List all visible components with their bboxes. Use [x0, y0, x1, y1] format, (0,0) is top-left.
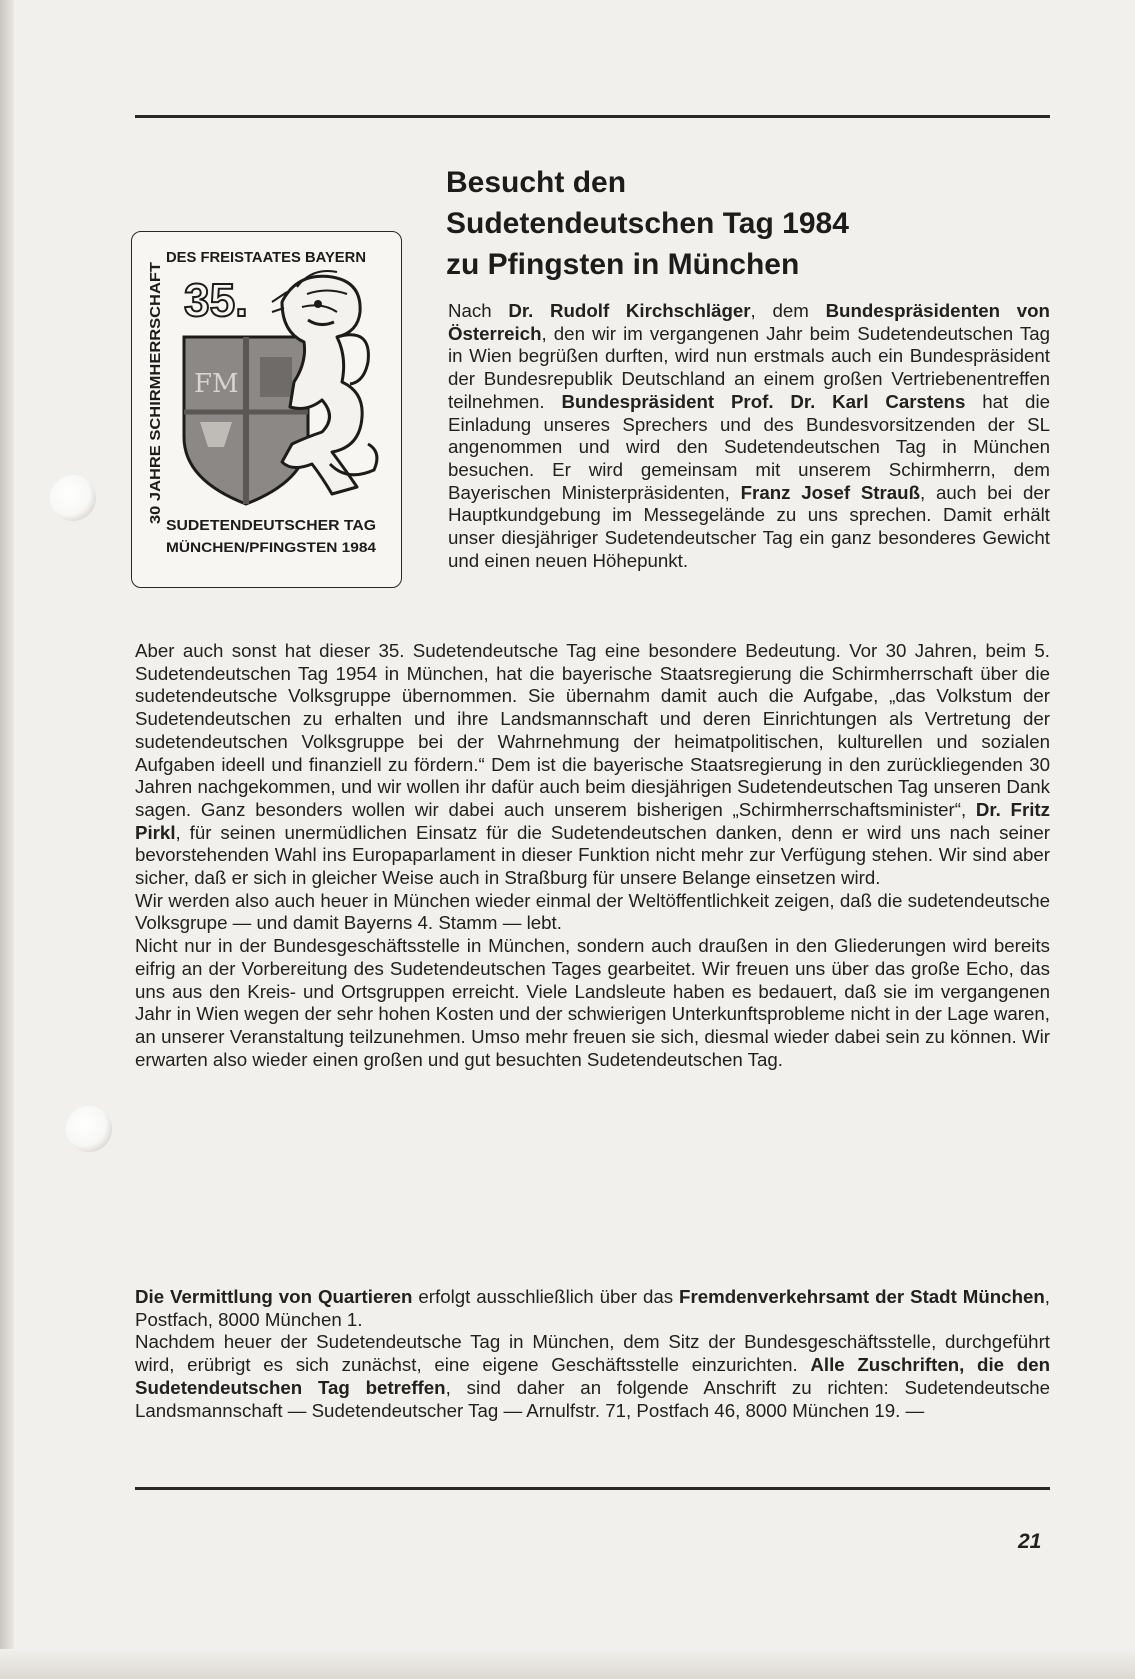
emblem-top-text: DES FREISTAATES BAYERN	[166, 249, 366, 266]
page-edge	[0, 0, 14, 1679]
title-line-3: zu Pfingsten in München	[446, 248, 800, 281]
punch-hole-bottom	[66, 1106, 112, 1152]
coat-of-arms-icon	[184, 337, 308, 504]
title-line-2: Sudetendeutschen Tag 1984	[446, 207, 849, 240]
page-number: 21	[1018, 1530, 1042, 1553]
event-emblem	[131, 231, 402, 588]
correspondence-paragraph: Nachdem heuer der Sudetendeutsche Tag in München, dem Sitz der Bundesgeschäftsstelle, durchgeführt wird, erübrigt es sich zunächst, eine eigene Geschäftsstelle einzurichten. Alle Zuschriften, die den Sudetendeutschen Tag betreffen, sind daher an folgende Anschrift zu richten: Sudetendeutsche Landsmannschaft — Sudetendeutscher Tag — Arnulfstr. 71, Postfach 46, 8000 München 19. —	[135, 1331, 1050, 1421]
punch-hole-top	[50, 475, 96, 521]
bottom-rule	[135, 1487, 1050, 1490]
title-austrian-president: Bundespräsidenten von Österreich	[448, 300, 1050, 344]
name-carstens: Bundespräsident Prof. Dr. Karl Carstens	[561, 390, 966, 412]
emblem-bottom-line-1: SUDETENDEUTSCHER TAG	[166, 517, 376, 534]
page-bottom-shadow	[0, 1649, 1135, 1679]
emblem-number: 35.	[184, 274, 248, 326]
body-paragraph-3: Nicht nur in der Bundesgeschäftsstelle in München, sondern auch draußen in den Gliederungen wird bereits eifrig an der Vorbereitung des Sudetendeutschen Tages gearbeitet. Wir freuen uns über das große Echo, das uns aus den Kreis- und Ortsgruppen erreicht. Viele Landsleute haben es bedauert, daß sie im vergangenen Jahr in Wien wegen der sehr hohen Kosten und der schwierigen Unterkunftsprobleme nicht in der Lage waren, an unserer Veranstaltung teilzunehmen. Umso mehr freuen sie sich, diesmal wieder dabei sein zu können. Wir erwarten also wieder einen großen und gut besuchten Sudetendeutschen Tag.	[135, 935, 1050, 1070]
svg-text:FM: FM	[194, 369, 239, 399]
name-pirkl: Dr. Fritz Pirkl	[135, 798, 1050, 843]
emblem-bottom-line-2: MÜNCHEN/PFINGSTEN 1984	[166, 539, 377, 555]
name-strauss: Franz Josef Strauß	[740, 481, 921, 503]
top-rule	[135, 115, 1050, 118]
main-text	[135, 640, 1050, 1071]
body-paragraph-1: Aber auch sonst hat dieser 35. Sudetendeutsche Tag eine besondere Bedeutung. Vor 30 Jahren, beim 5. Sudetendeutschen Tag 1954 in München, hat die bayerische Staatsregierung die Schirmherrschaft über die sudetendeutsche Volksgruppe übernommen. Sie übernahm damit auch die Aufgabe, „das Volkstum der Sudetendeutschen zu erhalten und ihre Landsmannschaft und deren Einrichtungen als Vertretung der sudetendeutschen Volksgruppe bei der Wahrnehmung der heimatpolitischen, kulturellen und sozialen Aufgaben ideell und finanziell zu fördern.“ Dem ist die bayerische Staatsregierung in den zurückliegenden 30 Jahren nachgekommen, und wir wollen ihr dafür auch beim diesjährigen Sudetendeutschen Tag unseren Dank sagen. Ganz besonders wollen wir dabei auch unserem bisherigen „Schirmherrschaftsminister“, Dr. Fritz Pirkl, für seinen unermüdlichen Einsatz für die Sudetendeutschen danken, denn er wird uns nach seiner bevorstehenden Wahl ins Europaparlament in dieser Funktion nicht mehr zur Verfügung stehen. Wir sind aber sicher, daß er sich in gleicher Weise auch in Straßburg für unsere Belange einsetzen wird.	[135, 640, 1050, 889]
quarters-paragraph: Die Vermittlung von Quartieren erfolgt ausschließlich über das Fremdenverkehrsamt der Stadt München, Postfach, 8000 München 1.	[135, 1286, 1050, 1330]
emblem-side-text: 30 JAHRE SCHIRMHERRSCHAFT	[147, 285, 164, 524]
quarters-section	[135, 1286, 1050, 1422]
article-title	[446, 162, 849, 285]
intro-paragraph: Nach Dr. Rudolf Kirchschläger, dem Bundespräsidenten von Österreich, den wir im vergangenen Jahr beim Sudetendeutschen Tag in Wien begrüßen durften, wird nun erstmals auch ein Bundespräsident der Bundesrepublik Deutschland an einem großen Vertriebenentreffen teilnehmen. Bundespräsident Prof. Dr. Karl Carstens hat die Einladung unseres Sprechers und des Bundesvorsitzenden der SL angenommen und wird den Sudetendeutschen Tag in München besuchen. Er wird gemeinsam mit unserem Schirmherrn, dem Bayerischen Ministerpräsidenten, Franz Josef Strauß, auch bei der Hauptkundgebung im Messegelände zu uns sprechen. Damit erhält unser diesjähriger Sudetendeutscher Tag ein ganz besonderes Gewicht und einen neuen Höhepunkt.	[448, 300, 1050, 571]
title-line-1: Besucht den	[446, 166, 627, 199]
name-kirchschlaeger: Dr. Rudolf Kirchschläger	[508, 300, 751, 321]
body-paragraph-2: Wir werden also auch heuer in München wieder einmal der Weltöffentlichkeit zeigen, daß die sudetendeutsche Volksgrupe — und damit Bayerns 4. Stamm — lebt.	[135, 889, 1050, 934]
